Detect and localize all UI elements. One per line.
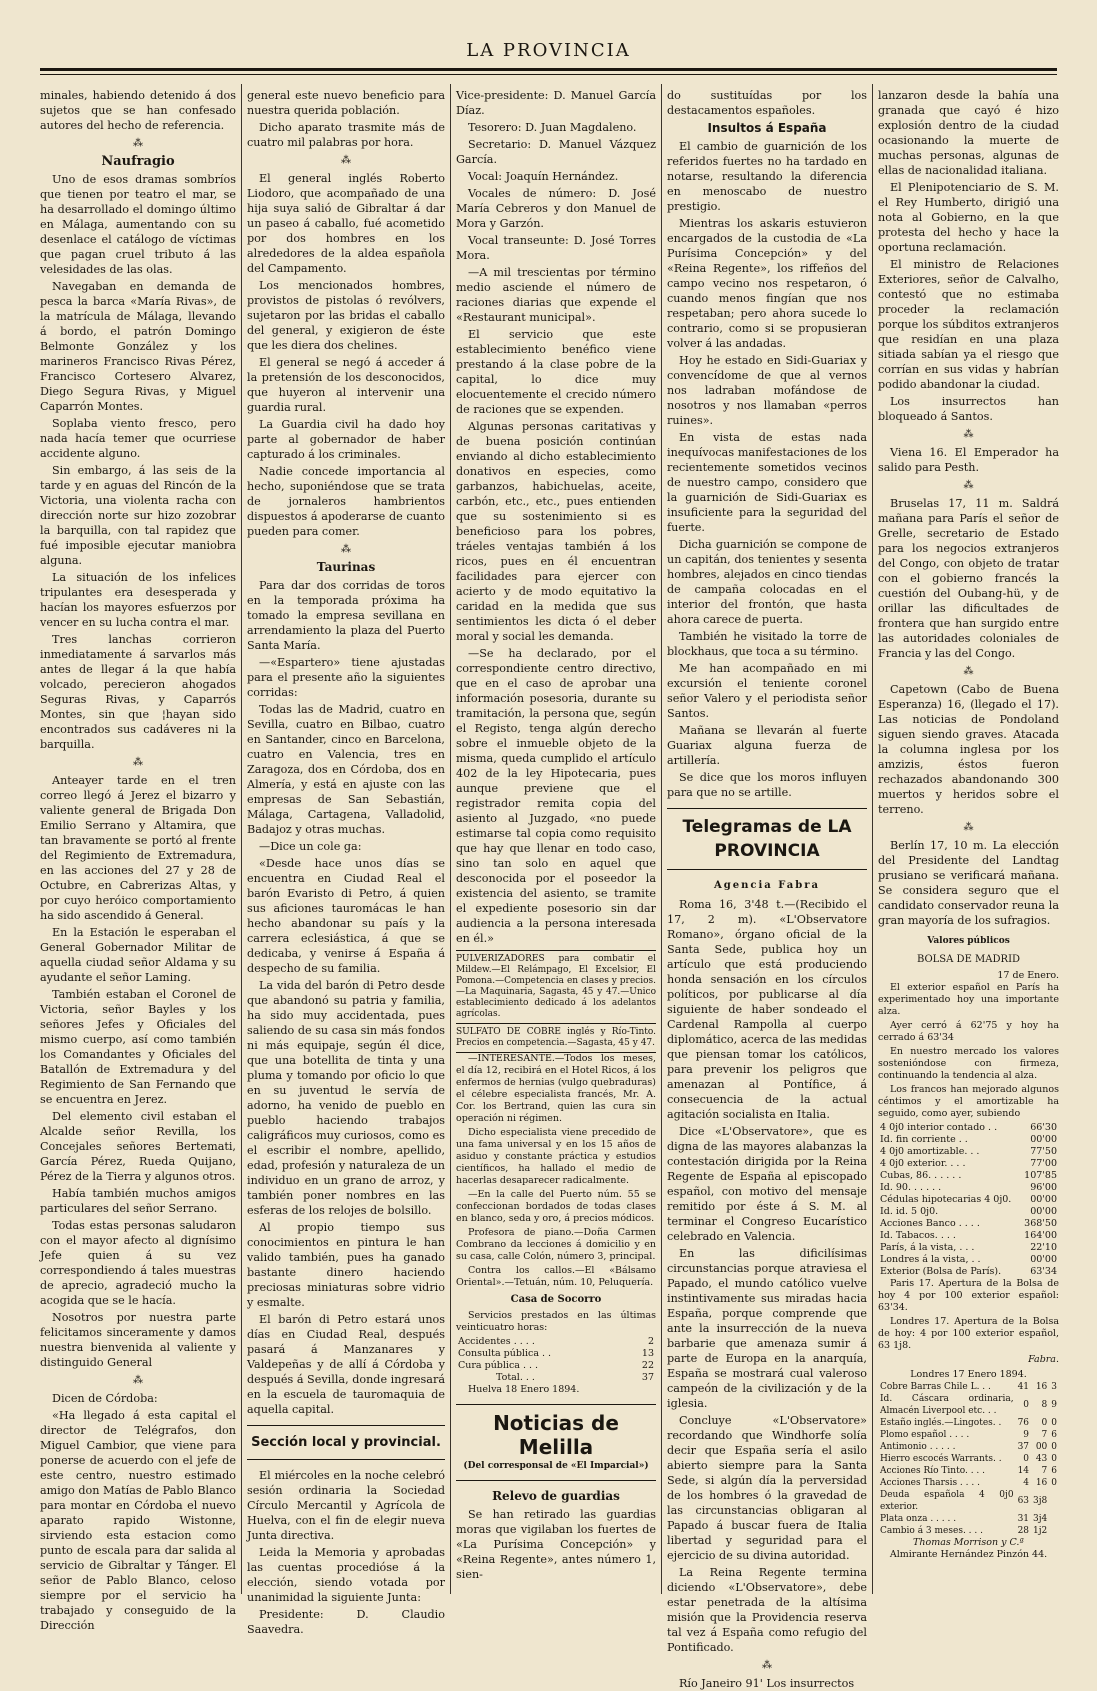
bolsa-text: Ayer cerró á 62'75 y hoy ha cerrado á 63'34 (878, 1020, 1059, 1043)
row-value: 1j2 (1033, 1526, 1048, 1536)
row-label: Londres á la vista, . . (880, 1254, 981, 1265)
article-text: Sin embargo, á las seis de la tarde y en aguas del Rincón de la Victoria, una violenta racha con dirección norte sur hizo zozobrar la barquilla, con tal rapidez que fué imposible ejecutar maniobra alguna. (40, 464, 236, 567)
article-text: La Reina Regente termina diciendo «L'Observatore», debe estar penetrada de la altísima misión que la Providencia reserva tal vez á España como refugio del Pontificado. (667, 1566, 867, 1654)
row-label: Deuda española 4 0j0 exterior. (880, 1490, 1014, 1512)
article-text: Viena 16. El Emperador ha salido para Pesth. (878, 446, 1059, 474)
separator: ⁂ (341, 155, 351, 166)
socorro-table (456, 1336, 656, 1384)
advertisement: SULFATO DE COBRE inglés y Río-Tinto. Precios en competencia.—Sagasta, 45 y 47. (456, 1024, 656, 1053)
article-text: El general inglés Roberto Liodoro, que acompañado de una hija suya salió de Gibraltar á dar un paseo á caballo, fué acometido por dos hombres en los alrededores de la aldea española del Campamento. (247, 172, 445, 275)
bolsa-text: En nuestro mercado los valores sostenióndose con firmeza, continuando la tendencia al alza. (878, 1046, 1059, 1081)
row-value: 00'00 (1030, 1206, 1057, 1217)
column-divider (661, 84, 662, 1594)
article-text: La vida del barón di Petro desde que abandonó su patria y familia, ha sido muy accidentada, pues saliendo de su casa sin más fondos ni más equipaje, según él dice, que una botellita de tinta y una pluma y tomando por oficio lo que en su juventud le servía de adorno, ha venido de pueblo en pueblo haciendo trabajos caligráficos muy curiosos, como es el escribir el nombre, apellido, edad, profesión y naturaleza de un individuo en un grano de arroz, y también poner nombres en las esferas de los relojes de bolsillo. (247, 979, 445, 1217)
row-value: 22 (641, 1360, 654, 1371)
row-value: 16 (1035, 1382, 1048, 1392)
article-text: El servicio que este establecimiento benéfico viene prestando á la clase pobre de la capital, lo dice muy elocuentemente el crecido número de raciones que se expenden. (456, 328, 656, 416)
row-value: 0 (1051, 1442, 1057, 1452)
column-2 (247, 88, 445, 1636)
article-text: Río Janeiro 91' Los insurrectos (679, 1677, 855, 1690)
table-row (456, 1360, 656, 1372)
row-value: 3 (1051, 1382, 1057, 1392)
article-text: Vocales de número: D. José María Cebreros y don Manuel de Mora y Garzón. (456, 187, 656, 230)
separator: ⁂ (963, 480, 974, 491)
separator: ⁂ (963, 666, 974, 677)
row-value: 96'00 (1030, 1182, 1057, 1193)
bolsa-table (878, 1122, 1059, 1278)
row-value: 0 (1051, 1418, 1057, 1428)
row-value: 66'30 (1030, 1122, 1057, 1133)
notice-text: Profesora de piano.—Doña Carmen Combrano da lecciones á domicilio y en su casa, calle Colón, número 3, principal. (456, 1227, 656, 1262)
row-value: 7 (1041, 1430, 1048, 1440)
table-row (878, 1266, 1059, 1278)
total-value: 37 (641, 1372, 654, 1383)
row-value: 14 (1017, 1466, 1030, 1476)
table-row (878, 1146, 1059, 1158)
row-label: Id. Cáscara ordinaria, Almacén Liverpool etc. . . (880, 1394, 1014, 1416)
row-value: 13 (641, 1348, 654, 1359)
article-text: Nadie concede importancia al hecho, suponiéndose que se trata de jornaleros hambrientos dispuestos á apoderarse de cuanto pueden para comer. (247, 465, 445, 538)
melilla-subtitle: (Del corresponsal de «El Imparcial») (463, 1461, 649, 1471)
table-row (878, 1230, 1059, 1242)
article-text: Todas estas personas saludaron con el mayor afecto al dignísimo Jefe quien á su vez correspondiendo á tales muestras de aprecio, agradeció mucho la acogida que se le hacía. (40, 1219, 236, 1307)
article-text: Berlín 17, 10 m. La elección del Presidente del Landtag prusiano se verificará mañana. Se considera seguro que el candidato conservador reuna la gran mayoría de los sufragios. (878, 839, 1059, 927)
londres-table (878, 1381, 1059, 1537)
row-value: 9 (1023, 1430, 1030, 1440)
bolsa-date: 17 de Enero. (997, 970, 1059, 981)
table-row (878, 1489, 1059, 1513)
row-value: 00'00 (1030, 1134, 1057, 1145)
row-value: 2 (647, 1336, 654, 1347)
row-value: 77'50 (1030, 1146, 1057, 1157)
row-value: 8 (1041, 1400, 1048, 1410)
row-value: 0 (1051, 1454, 1057, 1464)
table-row (456, 1336, 656, 1348)
telegramas-title: Telegramas de LA PROVINCIA (682, 817, 852, 861)
article-text: Tres lanchas corrieron inmediatamente á sarvarlos más antes de llegar á la que había volcado, perecieron ahogados Seguras Rivas, y Caparrós Montes, sin que ¦hayan sido encontrados sus cadáveres ni la barquilla. (40, 633, 236, 751)
row-value: 41 (1017, 1382, 1030, 1392)
row-label: Acciones Tharsis . . . . (880, 1478, 980, 1488)
table-row (878, 1206, 1059, 1218)
table-row (456, 1348, 656, 1360)
article-text: El general se negó á acceder á la pretensión de los desconocidos, que huyeron al intervenir una guardia rural. (247, 356, 445, 414)
article-text: lanzaron desde la bahía una granada que cayó é hizo explosión dentro de la ciudad ocasionando la muerte de muchas personas, algunas de ellas de nacionalidad italiana. (878, 89, 1059, 177)
row-value: 0 (1051, 1478, 1057, 1488)
article-text: Había también muchos amigos particulares del señor Serrano. (40, 1187, 236, 1215)
article-text: «Desde hace unos días se encuentra en Ciudad Real el barón Evaristo di Petro, á quien sus aficiones tauromácas le han hecho abandonar su país y la carrera eclesiástica, á que se dedicaba, y venirse á España á despecho de su familia. (247, 857, 445, 975)
row-value (1049, 1525, 1059, 1537)
row-value: 0 (1023, 1454, 1030, 1464)
article-text: Dice «L'Observatore», que es digna de las mayores alabanzas la contestación dirigida por la Reina Regente de España al episcopado español, con motivo del mensaje remitido por éste á S. M. al terminar el Congreso Eucarístico celebrado en Valencia. (667, 1125, 867, 1243)
row-label: Antimonio . . . . . (880, 1442, 956, 1452)
section-banner (667, 808, 867, 870)
article-text: En la Estación le esperaban el General Gobernador Militar de aquella ciudad señor Aldama y su ayudante el señor Laming. (40, 926, 236, 984)
row-value: 3j8 (1033, 1496, 1048, 1506)
article-text: Tesorero: D. Juan Magdaleno. (468, 121, 637, 134)
row-value: 107'85 (1024, 1170, 1057, 1181)
row-value: 6 (1051, 1430, 1057, 1440)
article-text: Presidente: D. Claudio Saavedra. (247, 1608, 445, 1636)
column-3 (456, 88, 656, 1593)
article-text: Mañana se llevarán al fuerte Guariax alguna fuerza de artillería. (667, 724, 867, 767)
row-value: 0 (1023, 1400, 1030, 1410)
table-row (878, 1242, 1059, 1254)
bolsa-text: Paris 17. Apertura de la Bolsa de hoy 4 por 100 exterior español: 63'34. (878, 1278, 1059, 1313)
table-row (878, 1122, 1059, 1134)
table-row (878, 1254, 1059, 1266)
article-text: Navegaban en demanda de pesca la barca «María Rivas», de la matrícula de Málaga, llevando á bordo, el patrón Domingo Belmonte González y los marineros Francisco Rivas Pérez, Francisco Cortesero Alvarez, Diego Segura Rivas, y Miguel Caparrón Montes. (40, 280, 236, 413)
row-label: 4 0j0 amortizable. . . (880, 1146, 980, 1157)
article-text: Dicen de Córdoba: (52, 1392, 158, 1405)
table-row (878, 1453, 1059, 1465)
row-value: 76 (1017, 1418, 1030, 1428)
table-row (878, 1477, 1059, 1489)
article-text: También he visitado la torre de blockhaus, que toca a su término. (667, 630, 867, 658)
article-text: Leida la Memoria y aprobadas las cuentas procedióse á la elección, siendo votada por unanimidad la siguiente Junta: (247, 1546, 445, 1604)
article-text: —Dice un cole ga: (259, 840, 362, 853)
article-text: El Plenipotenciario de S. M. el Rey Humberto, dirigió una nota al Gobierno, en la que protesta del hecho y hace la oportuna reclamación. (878, 181, 1059, 254)
article-text: Anteayer tarde en el tren correo llegó á Jerez el bizarro y valiente general de Brigada Don Emilio Serrano y Altamira, que tan bravamente se portó al frente del Regimiento de Extremadura, en las acciones del 27 y 28 de Octubre, en Cabrerizas Altas, y por cuyo heróico comportamiento ha sido ascendido á General. (40, 774, 236, 922)
row-label: 4 0j0 exterior. . . . (880, 1158, 966, 1169)
table-row (878, 1465, 1059, 1477)
article-text: Al propio tiempo sus conocimientos en pintura le han valido también, pues ha ganado bastante dinero haciendo preciosas miniaturas sobre vidrio y esmalte. (247, 1221, 445, 1309)
row-value: 00'00 (1030, 1254, 1057, 1265)
row-label: Cambio á 3 meses. . . . (880, 1526, 983, 1536)
section-heading: Naufragio (101, 154, 175, 169)
row-label: Hierro escocés Warrants. . (880, 1454, 1002, 1464)
row-value: 164'00 (1024, 1230, 1057, 1241)
column-1 (40, 88, 236, 1632)
row-label: Acciones Río Tinto. . . . (880, 1466, 985, 1476)
article-text: El ministro de Relaciones Exteriores, señor de Calvalho, contestó que no estimaba proceder la reclamación porque los súbditos extranjeros que residían en una plaza sitiada sabían ya el riesgo que corrían en sus vidas y habrían podido abandonar la ciudad. (878, 258, 1059, 391)
column-divider (241, 84, 242, 1594)
bolsa-text: Los francos han mejorado algunos céntimos y el amortizable ha seguido, como ayer, subiendo (878, 1084, 1059, 1119)
article-text: do sustituídas por los destacamentos españoles. (667, 89, 867, 117)
row-label: Cura pública . . . (458, 1360, 539, 1371)
article-text: Los insurrectos han bloqueado á Santos. (878, 395, 1059, 423)
table-row (878, 1429, 1059, 1441)
table-row (456, 1372, 656, 1384)
article-text: Vocal transeunte: D. José Torres Mora. (456, 234, 656, 262)
article-text: Todas las de Madrid, cuatro en Sevilla, cuatro en Bilbao, cuatro en Santander, cinco en Barcelona, cuatro en Valencia, tres en Zaragoza, dos en Córdoba, dos en Almería, y está en ajuste con las empresas de San Sebastián, Málaga, Cartagena, Valladolid, Badajoz y otras muchas. (247, 703, 445, 836)
article-text: —«Espartero» tiene ajustadas para el presente año la siguientes corridas: (247, 656, 445, 699)
separator: ⁂ (133, 138, 143, 149)
article-text: Bruselas 17, 11 m. Saldrá mañana para París el señor de Grelle, secretario de Estado para los negocios extranjeros del Congo, con objeto de tratar con el gobierno francés la cuestión del Oubang-hü, y de orillar las dificultades de frontera que han surgido entre las autoridades coloniales de Francia y las del Congo. (878, 497, 1059, 660)
article-text: La situación de los infelices tripulantes era desesperada y hacían los mayores esfuerzos por vencer en su lucha contra el mar. (40, 571, 236, 629)
row-value (1049, 1489, 1059, 1513)
article-text: La Guardia civil ha dado hoy parte al gobernador de haber capturado á los criminales. (247, 418, 445, 461)
row-value: 3j4 (1033, 1514, 1048, 1524)
article-text: —Se ha declarado, por el correspondiente centro directivo, que en el caso de aprobar una información posesoria, durante su tramitación, la persona que, según el Registo, tenga algún derecho sobre el inmueble objeto de la misma, queda cumplido el artículo 402 de la ley Hipotecaria, pues aunque previene que el registrador remita copia del asiento al Juzgado, «no puede estimarse tal copia como requisito que hay que llenar en todo caso, sino tan solo en aquel que desconocida por el poseedor la existencia del asiento, se tramite el expediente posesorio sin dar audiencia a la persona interesada en él.» (456, 647, 656, 945)
article-text: Del elemento civil estaban el Alcalde señor Revilla, los Concejales señores Bertemati, García Pérez, Rueda Quijano, Pérez de la Tierra y algunos otros. (40, 1110, 236, 1183)
separator: ⁂ (133, 757, 143, 768)
column-5 (878, 88, 1059, 1593)
article-text: Se dice que los moros influyen para que no se artille. (667, 771, 867, 799)
table-row (878, 1194, 1059, 1206)
masthead-rule-thin (40, 74, 1057, 75)
article-text: Vice-presidente: D. Manuel García Díaz. (456, 89, 656, 117)
socorro-date: Huelva 18 Enero 1894. (468, 1384, 580, 1395)
article-text: «Ha llegado á esta capital el director de Telégrafos, don Miguel Cambior, que viene para ponerse de acuerdo con el jefe de este centro, nuestro estimado amigo don Matías de Pablo Blanco para montar en Córdoba el nuevo aparato rapido Wistonne, sirviendo esta estacion como punto de escala para dar salida al servicio de Gibraltar y Tánger. El señor de Pablo Blanco, celoso siempre por el servicio ha trabajado y conseguido de la Dirección (40, 1409, 236, 1632)
socorro-intro: Servicios prestados en las últimas veinticuatro horas: (456, 1310, 656, 1333)
section-heading: Taurinas (316, 560, 376, 574)
row-label: Accidentes . . . . (458, 1336, 535, 1347)
article-text: Me han acompañado en mi excursión el teniente coronel señor Valero y el periodista señor Santos. (667, 662, 867, 720)
article-text: En vista de estas nada inequívocas manifestaciones de los recientemente sometidos vecinos de nuestro campo, considero que la guarnición de Sidi-Guariax es insuficiente para la seguridad del fuerte. (667, 431, 867, 534)
article-text: Uno de esos dramas sombríos que tienen por teatro el mar, se ha desarrollado el domingo último en Málaga, aumentando con su desenlace el catálogo de víctimas que pagan cruel tributo á las velesidades de las olas. (40, 173, 236, 276)
article-text: Soplaba viento fresco, pero nada hacía temer que ocurriese accidente alguno. (40, 417, 236, 460)
article-text: Concluye «L'Observatore» recordando que Windhorfe solía decir que España sería el asilo abierto siempre para la Santa Sede, si algún día la perversidad de los hombres ó la gravedad de las circunstancias obligaran al Papado á buscar fuera de Italia libertad y seguridad para el ejercicio de su divina autoridad. (667, 1414, 867, 1562)
row-value: 43 (1035, 1454, 1048, 1464)
valores-heading: Valores públicos (927, 936, 1010, 946)
notice-text: —INTERESANTE.—Todos los meses, el día 12, recibirá en el Hotel Ricos, á los enfermos de hernias (vulgo quebraduras) el célebre especialista francés, Mr. A. Cor. los Bertrand, quien las cura sin operación ni régimen. (456, 1053, 656, 1124)
notice-text: —En la calle del Puerto núm. 55 se confeccionan bordados de todas clases en blanco, seda y oro, á precios módicos. (456, 1189, 656, 1224)
row-value: 37 (1017, 1442, 1030, 1452)
table-row (878, 1158, 1059, 1170)
masthead: LA PROVINCIA (466, 40, 631, 61)
row-value: 28 (1017, 1526, 1030, 1536)
article-text: Nosotros por nuestra parte felicitamos sinceramente y damos nuestra bienvenida al valiente y distinguido General (40, 1311, 236, 1369)
bolsa-heading: BOLSA DE MADRID (916, 954, 1021, 965)
table-row (878, 1441, 1059, 1453)
article-text: Secretario: D. Manuel Vázquez García. (456, 138, 656, 166)
bolsa-text: Londres 17. Apertura de la Bolsa de hoy: 4 por 100 exterior español, 63 1j8. (878, 1316, 1059, 1351)
row-label: Consulta pública . . (458, 1348, 552, 1359)
row-value: 22'10 (1030, 1242, 1057, 1253)
separator: ⁂ (762, 1660, 772, 1671)
socorro-heading: Casa de Socorro (510, 1294, 602, 1305)
row-label: Id. 90. . . . . . (880, 1182, 942, 1193)
ad-block (456, 950, 656, 1053)
table-row (878, 1134, 1059, 1146)
morrison-address: Almirante Hernández Pinzón 44. (889, 1549, 1048, 1560)
row-label: Id. Tabacos. . . . (880, 1230, 956, 1241)
fabra-signature: Fabra. (1028, 1354, 1059, 1365)
article-text: Roma 16, 3'48 t.—(Recibido el 17, 2 m). «L'Observatore Romano», órgano oficial de la Santa Sede, publica hoy un artículo que está produciendo honda sensación en los círculos políticos, por publicarse al día siguiente de haber sondeado el Cardenal Rampolla al cuerpo diplomático, acerca de las medidas que piensan tomar los católicos, para prevenir los peligros que amenazan al Pontífice, á consecuencia de la actual agitación socialista en Italia. (667, 898, 867, 1121)
table-row (878, 1417, 1059, 1429)
row-label: París, á la vista, . . . (880, 1242, 975, 1253)
separator: ⁂ (133, 1375, 143, 1386)
article-text: Dicho aparato trasmite más de cuatro mil palabras por hora. (247, 121, 445, 149)
row-value: 00'00 (1030, 1194, 1057, 1205)
column-divider (872, 84, 873, 1594)
row-label: Cobre Barras Chile L. . . (880, 1382, 991, 1392)
notice-text: Contra los callos.—El «Bálsamo Oriental».—Tetuán, núm. 10, Peluquería. (456, 1265, 656, 1288)
row-value: 00 (1035, 1442, 1048, 1452)
agency-name: Agencia Fabra (713, 880, 820, 891)
column-divider (450, 84, 451, 1594)
section-title: Sección local y provincial. (251, 1435, 441, 1450)
row-value: 6 (1051, 1466, 1057, 1476)
londres-date: Londres 17 Enero 1894. (910, 1369, 1027, 1380)
table-row (878, 1218, 1059, 1230)
melilla-title: Noticias de Melilla (493, 1411, 619, 1459)
row-label: Id. id. 5 0j0. (880, 1206, 939, 1217)
separator: ⁂ (963, 429, 974, 440)
row-label: Cédulas hipotecarias 4 0j0. (880, 1194, 1012, 1205)
row-value: 368'50 (1024, 1218, 1057, 1229)
article-text: Dicha guarnición se compone de un capitán, dos tenientes y sesenta hombres, alejados en cinco tiendas de campaña colocadas en el interior del frontón, que hasta ahora carece de puerta. (667, 538, 867, 626)
row-value: 7 (1041, 1466, 1048, 1476)
row-value: 31 (1017, 1514, 1030, 1524)
row-label: Plomo español . . . . (880, 1430, 970, 1440)
row-label: Acciones Banco . . . . (880, 1218, 980, 1229)
row-value: 16 (1035, 1478, 1048, 1488)
notice-text: Dicho especialista viene precedido de una fama universal y en los 15 años de asiduo y constante práctica y estudios científicos, ha hallado el medio de hacerlas desaparecer radicalmente. (456, 1127, 656, 1186)
row-label: 4 0j0 interior contado . . (880, 1122, 998, 1133)
article-text: minales, habiendo detenido á dos sujetos que se han confesado autores del hecho de referencia. (40, 89, 236, 132)
article-text: Vocal: Joaquín Hernández. (468, 170, 619, 183)
row-label: Cubas, 86. . . . . . (880, 1170, 962, 1181)
article-text: El barón di Petro estará unos días en Ciudad Real, después pasará á Manzanares y Valdepeñas y de allí á Córdoba y después á Sevilla, donde ingresará en la escuela de tauromaquia de aquella capital. (247, 1313, 445, 1416)
article-text: Para dar dos corridas de toros en la temporada próxima ha tomado la empresa sevillana en arrendamiento la plaza del Puerto Santa María. (247, 579, 445, 652)
article-text: Hoy he estado en Sidi-Guariax y convencídome de que al vernos nos ladraban mofándose de nosotros y nos llamaban «perros ruines». (667, 354, 867, 427)
article-text: En las dificilísimas circunstancias porque atraviesa el Papado, el mundo católico vuelve instintivamente sus miradas hacia España, porque comprende que ante la insurrección de la nueva barbarie que amenaza sumir á parte de Europa en la anarquía, España se mostrará cual valeroso campeón de la civilización y de la iglesia. (667, 1247, 867, 1410)
row-value: 77'00 (1030, 1158, 1057, 1169)
table-row (878, 1525, 1059, 1537)
row-value: 63'34 (1030, 1266, 1057, 1277)
section-heading: Relevo de guardias (492, 1489, 620, 1503)
row-label: Id. fin corriente . . (880, 1134, 968, 1145)
section-banner (456, 1404, 656, 1481)
table-row (878, 1381, 1059, 1393)
article-text: Los mencionados hombres, provistos de pistolas ó revólvers, sujetaron por las bridas el caballo del general, y exigieron de éste que les diera dos chelines. (247, 279, 445, 352)
article-text: Mientras los askaris estuvieron encargados de la custodia de «La Purísima Concepción» y del «Reina Regente», los riffeños del campo vecino nos respetaron, ó cuando menos fingían que nos respetaban; pero ahora sucede lo contrario, como si se propusieran volver á las andadas. (667, 217, 867, 350)
article-text: El cambio de guarnición de los referidos fuertes no ha tardado en notarse, resultando la diferencia en menoscabo de nuestro prestigio. (667, 140, 867, 213)
table-row (878, 1393, 1059, 1417)
table-row (878, 1170, 1059, 1182)
morrison-signature: Thomas Morrison y C.ª (913, 1537, 1024, 1548)
row-value: 9 (1051, 1400, 1057, 1410)
separator: ⁂ (963, 822, 974, 833)
table-row (878, 1182, 1059, 1194)
table-row (878, 1513, 1059, 1525)
section-banner (247, 1425, 445, 1460)
row-value: 0 (1041, 1418, 1048, 1428)
row-label: Estaño inglés.—Lingotes. . (880, 1418, 1002, 1428)
article-text: El miércoles en la noche celebró sesión ordinaria la Sociedad Círculo Mercantil y Agrícola de Huelva, con el fin de elegir nueva Junta directiva. (247, 1469, 445, 1542)
row-value (1049, 1513, 1059, 1525)
article-text: Capetown (Cabo de Buena Esperanza) 16, (llegado el 17). Las noticias de Pondoland siguen siendo graves. Atacada la columna inglesa por los amzizis, éstos fueron rechazados abandonando 300 muertos y heridos sobre el terreno. (878, 683, 1059, 816)
advertisement: PULVERIZADORES para combatir el Mildew.—El Relámpago, El Excelsior, El Pomona.—Competencia en clases y precios.—La Maquinaria, Sagasta, 45 y 47.—Unico establecimiento dedicado á los adelantos agrícolas. (456, 951, 656, 1024)
article-text: Se han retirado las guardias moras que vigilaban los fuertes de «La Purísima Concepción» y «Reina Regente», antes número 1, sien- (456, 1508, 656, 1581)
bolsa-text: El exterior español en París ha experimentado hoy una importante alza. (878, 982, 1059, 1017)
masthead-rule (40, 68, 1057, 71)
total-label: Total. . . (496, 1372, 535, 1383)
row-label: Exterior (Bolsa de París). (880, 1266, 1002, 1277)
row-value: 4 (1023, 1478, 1030, 1488)
article-text: —A mil trescientas por término medio asciende el número de raciones diarias que expende el «Restaurant municipal». (456, 266, 656, 324)
row-label: Plata onza . . . . . (880, 1514, 957, 1524)
article-text: También estaban el Coronel de Victoria, señor Bayles y los señores Jefes y Oficiales del mismo cuerpo, así como también los Comandantes y Oficiales del Batallón de Extremadura y del Regimiento de San Fernando que se encuentra en Jerez. (40, 988, 236, 1106)
article-text: general este nuevo beneficio para nuestra querida población. (247, 89, 445, 117)
separator: ⁂ (341, 544, 351, 555)
column-4 (667, 88, 867, 1690)
row-value: 63 (1017, 1496, 1030, 1506)
section-heading: Insultos á España (707, 121, 827, 135)
article-text: Algunas personas caritativas y de buena posición continúan enviando al dicho establecimiento donativos en especies, como garbanzos, habichuelas, aceite, carbón, etc., etc., pues entienden que su sostenimiento si es beneficioso para los pobres, tráeles ventajas también á los ricos, pues en él encuentran facilidades para ejercer con acierto y de modo equitativo la caridad en la medida que sus sentimientos les dicta ó el deber moral y social les demanda. (456, 420, 656, 643)
